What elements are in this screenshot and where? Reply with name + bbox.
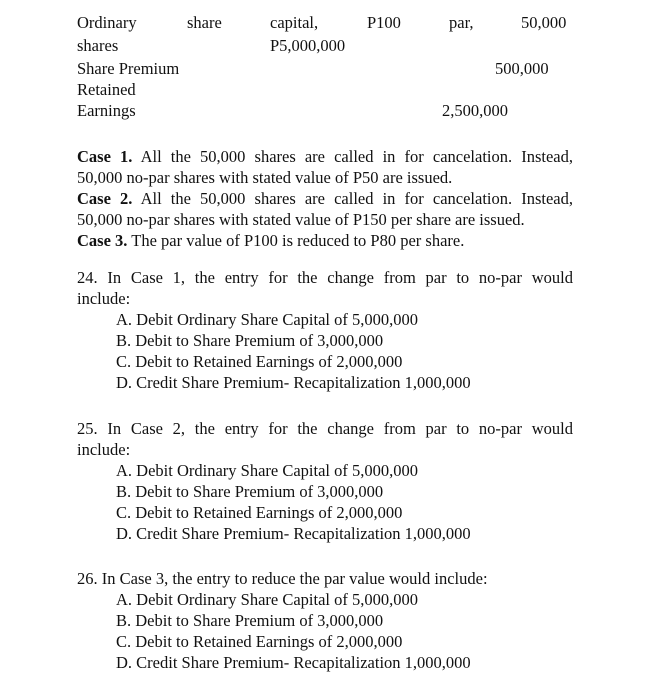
case-1-label: Case 1. — [77, 147, 133, 166]
ordinary-label-word-6: shares — [77, 36, 119, 55]
case-2-line-2: 50,000 no-par shares with stated value of P150 per share are issued. — [77, 210, 525, 229]
retained-earnings-label-1: Retained — [77, 80, 136, 99]
question-25 — [77, 418, 573, 544]
case-1-text-1: All the 50,000 shares are called in for cancelation. Instead, — [140, 147, 573, 166]
share-premium-amount: 500,000 — [495, 59, 549, 78]
ordinary-label-word-2: share — [187, 13, 222, 32]
retained-earnings-amount: 2,500,000 — [442, 101, 508, 120]
question-stem: 25. In Case 2, the entry for the change from par to no-par would — [77, 419, 573, 438]
ordinary-capital-amount: P5,000,000 — [270, 36, 346, 55]
case-2-text-1: All the 50,000 shares are called in for cancelation. Instead, — [140, 189, 573, 208]
option-a: A. Debit Ordinary Share Capital of 5,000,000 — [116, 461, 418, 480]
option-b: B. Debit to Share Premium of 3,000,000 — [116, 611, 384, 630]
cases-section — [77, 146, 573, 251]
option-c: C. Debit to Retained Earnings of 2,000,000 — [116, 503, 403, 522]
question-stem: 26. In Case 3, the entry to reduce the par value would include: — [77, 569, 488, 588]
option-d: D. Credit Share Premium- Recapitalization 1,000,000 — [116, 373, 471, 392]
case-3-label: Case 3. — [77, 231, 128, 250]
option-a: A. Debit Ordinary Share Capital of 5,000,000 — [116, 590, 418, 609]
question-26 — [77, 568, 573, 673]
question-24 — [77, 267, 573, 393]
option-b: B. Debit to Share Premium of 3,000,000 — [116, 482, 384, 501]
ordinary-label-word-1: Ordinary — [77, 13, 137, 32]
option-b: B. Debit to Share Premium of 3,000,000 — [116, 331, 384, 350]
option-list — [77, 589, 573, 673]
option-d: D. Credit Share Premium- Recapitalization 1,000,000 — [116, 524, 471, 543]
option-a: A. Debit Ordinary Share Capital of 5,000,000 — [116, 310, 418, 329]
ordinary-label-word-3: capital, — [270, 13, 319, 32]
case-1-line-1 — [77, 146, 573, 167]
option-c: C. Debit to Retained Earnings of 2,000,000 — [116, 632, 403, 651]
case-3-text-1: The par value of P100 is reduced to P80 per share. — [131, 231, 465, 250]
option-list — [77, 460, 573, 544]
question-stem-continued: include: — [77, 440, 131, 459]
retained-earnings-label-2: Earnings — [77, 101, 136, 120]
question-stem-continued: include: — [77, 289, 131, 308]
ordinary-share-count: 50,000 — [521, 13, 567, 32]
case-2-line-1 — [77, 188, 573, 209]
ordinary-label-word-4: P100 — [367, 13, 401, 32]
case-3-line-1 — [77, 230, 573, 251]
option-c: C. Debit to Retained Earnings of 2,000,000 — [116, 352, 403, 371]
question-stem: 24. In Case 1, the entry for the change from par to no-par would — [77, 268, 573, 287]
ordinary-label-word-5: par, — [449, 13, 474, 32]
option-d: D. Credit Share Premium- Recapitalization 1,000,000 — [116, 653, 471, 672]
share-premium-label: Share Premium — [77, 59, 180, 78]
option-list — [77, 309, 573, 393]
case-2-label: Case 2. — [77, 189, 133, 208]
case-1-line-2: 50,000 no-par shares with stated value of P50 are issued. — [77, 168, 453, 187]
